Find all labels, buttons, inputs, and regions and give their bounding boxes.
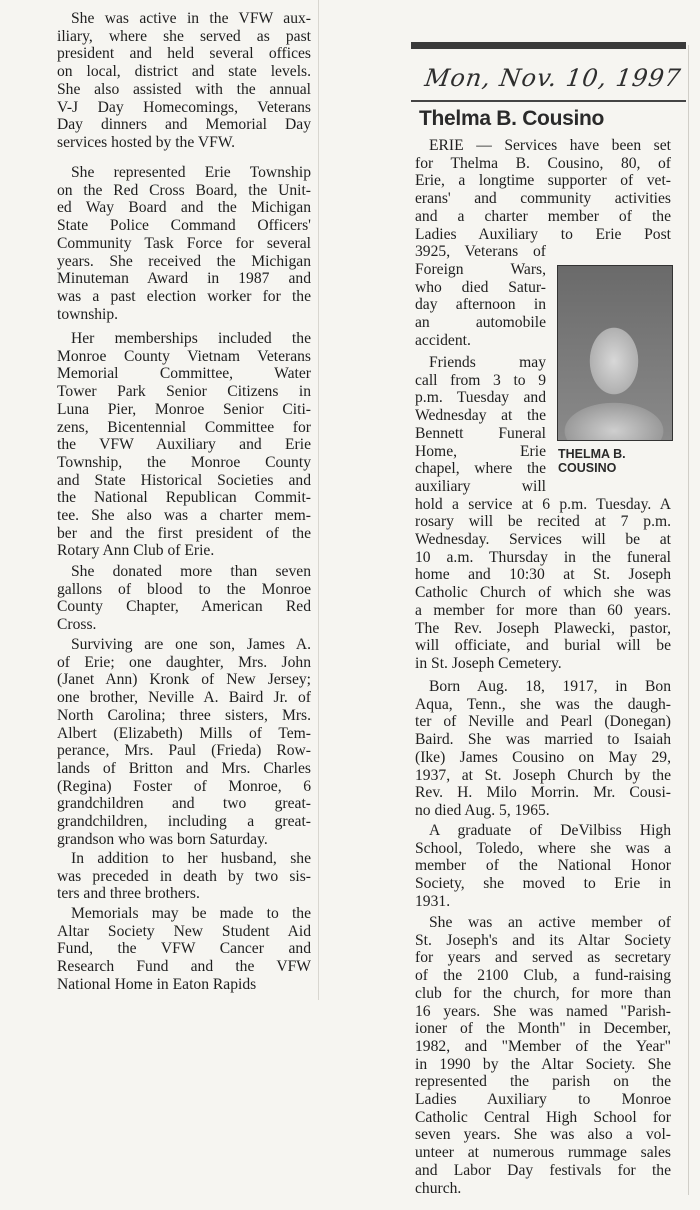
paragraph	[57, 850, 311, 903]
text-line: She donated more than seven	[71, 563, 311, 580]
text-line: zens, Bicentennial Committee for	[57, 418, 311, 436]
text-line: Wednesday. Services will be at	[415, 531, 671, 549]
text-line: church.	[415, 1179, 462, 1197]
text-line: (Janet Ann) Kronk of New Jersey;	[57, 671, 311, 689]
text-line: hold a service at 6 p.m. Tuesday. A	[415, 495, 671, 513]
text-line: for years and served as secretary	[415, 949, 671, 967]
text-line: Day dinners and Memorial Day	[57, 116, 311, 134]
text-line: She represented Erie Township	[71, 164, 311, 181]
text-line: club for the church, for more than	[415, 984, 671, 1002]
text-line: 1982, and "Member of the Year"	[415, 1037, 671, 1055]
text-line: ERIE — Services have been set	[429, 137, 671, 154]
text-line: Society, she moved to Erie in	[415, 875, 671, 893]
text-line: Monroe County Vietnam Veterans	[57, 347, 311, 365]
text-line: Tower Park Senior Citizens in	[57, 383, 311, 401]
text-line: chapel, where the	[415, 460, 546, 478]
text-line: of the 2100 Club, a fund-raising	[415, 967, 671, 985]
text-line: V-J Day Homecomings, Veterans	[57, 98, 311, 116]
text-line: Catholic Central High School for	[415, 1108, 671, 1126]
paragraph	[57, 10, 311, 152]
obituary-headline: Thelma B. Cousino	[419, 107, 605, 130]
text-line: Born Aug. 18, 1917, in Bon	[429, 678, 671, 695]
text-line: Bennett Funeral	[415, 424, 546, 442]
text-line: on local, district and state levels.	[57, 63, 311, 81]
text-line: Research Fund and the VFW	[57, 958, 311, 976]
text-line: The Rev. Joseph Plawecki, pastor,	[415, 619, 671, 637]
text-line: Foreign Wars,	[415, 260, 546, 278]
text-line: perance, Mrs. Paul (Frieda) Row-	[57, 742, 311, 760]
paragraph	[57, 330, 311, 560]
text-line: (Ike) James Cousino on May 29,	[415, 748, 671, 766]
text-line: and State Historical Societies and	[57, 471, 311, 489]
caption-line: COUSINO	[558, 461, 617, 475]
text-line: Wednesday at the	[415, 407, 546, 425]
paragraph	[415, 914, 671, 1197]
text-line: Community Task Force for several	[57, 234, 311, 252]
text-line: and Labor Day festivals for the	[415, 1161, 671, 1179]
text-line: Albert (Elizabeth) Mills of Tem-	[57, 724, 311, 742]
text-line: She also assisted with the annual	[57, 80, 311, 98]
text-line: the National Republican Commit-	[57, 489, 311, 507]
text-line: (Regina) Foster of Monroe, 6	[57, 777, 311, 795]
top-rule	[411, 42, 686, 49]
text-line: day afternoon in	[415, 296, 546, 314]
text-line: unteer at numerous rummage sales	[415, 1144, 671, 1162]
text-line: no died Aug. 5, 1965.	[415, 801, 550, 819]
text-line: Luna Pier, Monroe Senior Citi-	[57, 400, 311, 418]
text-line: ioner of the Month" in December,	[415, 1020, 671, 1038]
text-line: North Carolina; three sisters, Mrs.	[57, 706, 311, 724]
text-line: p.m. Tuesday and	[415, 389, 546, 407]
text-line: Ladies Auxiliary to Erie Post	[415, 225, 671, 243]
caption-line: THELMA B.	[558, 447, 626, 461]
text-line: Memorials may be made to the	[71, 905, 311, 922]
text-line: Township, the Monroe County	[57, 453, 311, 471]
text-line: 3925, Veterans of	[415, 243, 546, 261]
text-line: School, Toledo, where she was a	[415, 839, 671, 857]
paragraph	[415, 137, 671, 349]
text-line: member of the National Honor	[415, 857, 671, 875]
text-line: a member for more than 60 years.	[415, 601, 671, 619]
text-line: State Police Command Officers'	[57, 217, 311, 235]
text-line: lands of Britton and Mrs. Charles	[57, 759, 311, 777]
paragraph	[415, 678, 671, 820]
text-line: represented the parish on the	[415, 1073, 671, 1091]
text-line: Rev. H. Milo Morrin. Mr. Cousi-	[415, 784, 671, 802]
text-line: grandchildren and two great-	[57, 795, 311, 813]
column-edge	[318, 0, 319, 1000]
paragraph	[57, 164, 311, 323]
text-line: home and 10:30 at St. Joseph	[415, 566, 671, 584]
text-line: Minuteman Award in 1987 and	[57, 270, 311, 288]
text-line: Surviving are one son, James A.	[71, 636, 311, 653]
text-line: Fund, the VFW Cancer and	[57, 940, 311, 958]
text-line: services hosted by the VFW.	[57, 133, 236, 151]
text-line: Catholic Church of which she was	[415, 584, 671, 602]
text-line: for Thelma B. Cousino, 80, of	[415, 154, 671, 172]
text-line: Her memberships included the	[71, 330, 311, 347]
text-line: seven years. She was also a vol-	[415, 1126, 671, 1144]
text-line: In addition to her husband, she	[71, 850, 311, 867]
text-line: president and held several offices	[57, 45, 311, 63]
paragraph	[57, 563, 311, 634]
text-line: St. Joseph's and its Altar Society	[415, 931, 671, 949]
text-line: Altar Society New Student Aid	[57, 922, 311, 940]
text-line: Friends may	[429, 354, 546, 371]
text-line: the VFW Auxiliary and Erie	[57, 436, 311, 454]
text-line: Home, Erie	[415, 442, 546, 460]
text-line: was a past election worker for the	[57, 287, 311, 305]
text-line: 16 years. She was named "Parish-	[415, 1002, 671, 1020]
text-line: ber and the first president of the	[57, 524, 311, 542]
paragraph	[57, 636, 311, 848]
text-line: She was active in the VFW aux-	[71, 10, 311, 27]
text-line: Ladies Auxiliary to Monroe	[415, 1091, 671, 1109]
handwritten-date: Mon, Nov. 10, 1997	[423, 64, 683, 92]
text-line: iliary, where she served as past	[57, 27, 311, 45]
column-edge	[688, 45, 689, 1195]
text-line: call from 3 to 9	[415, 371, 546, 389]
text-line: Memorial Committee, Water	[57, 365, 311, 383]
header-rule	[411, 100, 686, 102]
text-line: Cross.	[57, 616, 97, 634]
text-line: accident.	[415, 331, 471, 349]
text-line: auxiliary will	[415, 477, 546, 495]
text-line: National Home in Eaton Rapids	[57, 975, 257, 993]
text-line: ter of Neville and Pearl (Donegan)	[415, 713, 671, 731]
text-line: in St. Joseph Cemetery.	[415, 654, 562, 672]
text-line: ters and three brothers.	[57, 885, 200, 903]
text-line: who died Satur-	[415, 278, 546, 296]
text-line: 1937, at St. Joseph Church by the	[415, 766, 671, 784]
text-line: Aqua, Tenn., she was the daugh-	[415, 695, 671, 713]
paragraph	[415, 822, 671, 911]
text-line: of Erie; one daughter, Mrs. John	[57, 653, 311, 671]
text-line: an automobile	[415, 314, 546, 332]
text-line: was preceded in death by two sis-	[57, 867, 311, 885]
text-line: on the Red Cross Board, the Unit-	[57, 181, 311, 199]
text-line: 10 a.m. Thursday in the funeral	[415, 548, 671, 566]
text-line: gallons of blood to the Monroe	[57, 580, 311, 598]
text-line: erans' and community activities	[415, 190, 671, 208]
text-line: ed Way Board and the Michigan	[57, 199, 311, 217]
text-line: tee. She also was a charter mem-	[57, 507, 311, 525]
text-line: Erie, a longtime supporter of vet-	[415, 172, 671, 190]
text-line: township.	[57, 305, 119, 323]
text-line: grandchildren, including a great-	[57, 813, 311, 831]
text-line: Baird. She was married to Isaiah	[415, 731, 671, 749]
paragraph	[415, 354, 671, 673]
text-line: Rotary Ann Club of Erie.	[57, 542, 215, 560]
text-line: years. She received the Michigan	[57, 252, 311, 270]
text-line: rosary will be recited at 7 p.m.	[415, 513, 671, 531]
text-line: She was an active member of	[429, 914, 671, 931]
text-line: A graduate of DeVilbiss High	[429, 822, 671, 839]
text-line: County Chapter, American Red	[57, 598, 311, 616]
text-line: and a charter member of the	[415, 207, 671, 225]
text-line: one brother, Neville A. Baird Jr. of	[57, 689, 311, 707]
text-line: will officiate, and burial will be	[415, 637, 671, 655]
text-line: 1931.	[415, 892, 451, 910]
text-line: grandson who was born Saturday.	[57, 830, 268, 848]
paragraph	[57, 905, 311, 994]
text-line: in 1990 by the Altar Society. She	[415, 1055, 671, 1073]
